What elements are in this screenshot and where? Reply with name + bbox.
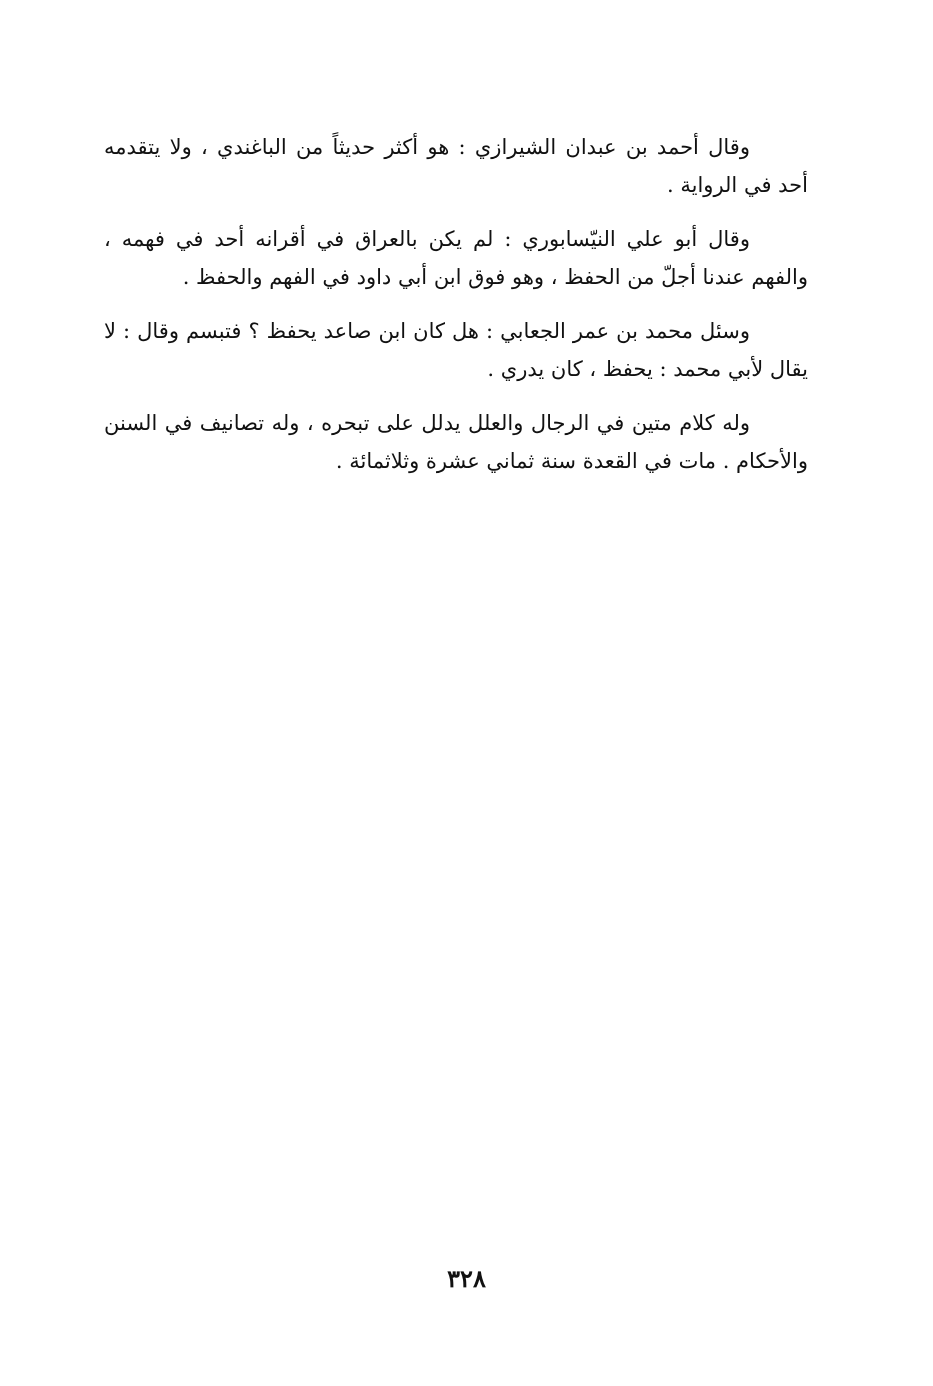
paragraph-4: وله كلام متين في الرجال والعلل يدلل على تبحره ، وله تصانيف في السنن والأحكام . مات في القعدة سنة ثماني عشرة وثلاثمائة . [104,411,808,473]
paragraph-1: وقال أحمد بن عبدان الشيرازي : هو أكثر حديثاً من الباغندي ، ولا يتقدمه أحد في الرواية . [104,135,808,197]
paragraph-3: وسئل محمد بن عمر الجعابي : هل كان ابن صاعد يحفظ ؟ فتبسم وقال : لا يقال لأبي محمد : يحفظ ، كان يدري . [104,319,808,381]
page-number: ٣٢٨ [447,1264,486,1293]
paragraph-2: وقال أبو علي النيّسابوري : لم يكن بالعراق في أقرانه أحد في فهمه ، والفهم عندنا أجلّ من الحفظ ، وهو فوق ابن أبي داود في الفهم والحفظ . [104,227,808,289]
main-text [104,128,808,496]
